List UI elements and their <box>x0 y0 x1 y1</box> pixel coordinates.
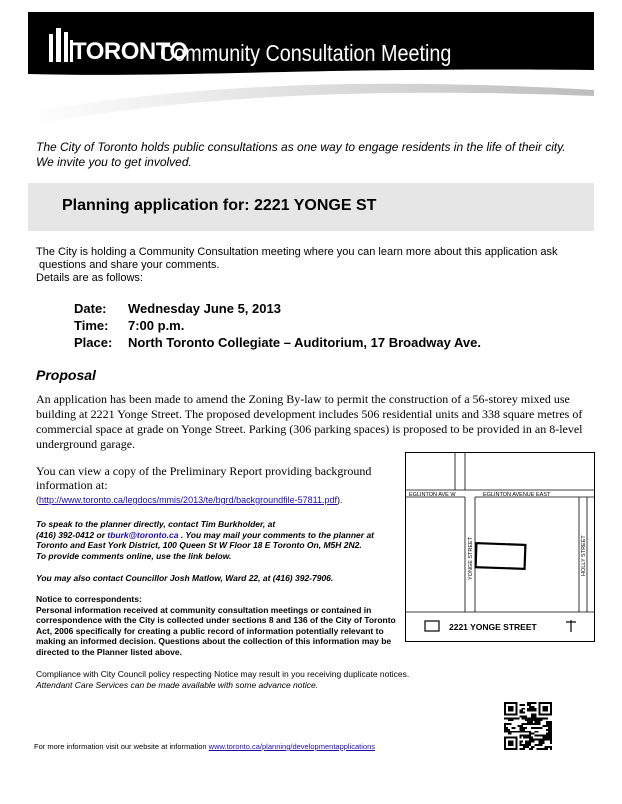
meeting-line-3: Details are as follows: <box>36 272 143 284</box>
report-text: You can view a copy of the Preliminary Report providing background information at: <box>36 464 372 492</box>
notice <box>36 594 400 657</box>
planner-email-link[interactable]: tburk@toronto.ca <box>107 529 179 540</box>
street-label-yonge: YONGE STREET <box>468 536 474 580</box>
location-map <box>405 452 595 642</box>
planner-contact <box>36 519 400 561</box>
detail-value: Wednesday June 5, 2013 <box>128 301 281 316</box>
report-link[interactable]: http://www.toronto.ca/legdocs/mmis/2013/te/bgrd/backgroundfile-57811.pdf <box>39 495 338 505</box>
contact-text: To speak to the planner directly, contact <box>36 519 201 529</box>
legend-label: 2221 YONGE STREET <box>449 622 537 632</box>
footer-link[interactable]: www.toronto.ca/planning/developmentapplications <box>208 742 376 751</box>
page-title: Community Consultation Meeting <box>160 40 452 66</box>
detail-label: Time: <box>74 318 109 333</box>
street-label-eglinton-e: EGLINTON AVENUE EAST <box>483 492 551 498</box>
toronto-logo: TORONTO <box>72 38 188 65</box>
meeting-details <box>74 300 481 351</box>
detail-value: 7:00 p.m. <box>128 318 185 333</box>
planner-name: Tim Burkholder <box>200 519 263 529</box>
intro-line-2: We invite you to get involved. <box>36 155 192 169</box>
notice-text: Personal information received at community consultation meetings or contained in correspondence with the City is collected under sections 8 and 136 of the City of Toronto Act, 2006 specifically for creating a public record of information potentially relevant to making an informed decision. Questions about the collection of this information may be directed to the Planner listed above. <box>36 604 396 657</box>
detail-time <box>74 317 481 334</box>
meeting-description <box>36 246 596 285</box>
footer <box>34 742 375 751</box>
meeting-line-2: questions and share your comments. <box>36 259 220 271</box>
header-banner <box>28 12 594 122</box>
proposal-text: An application has been made to amend the Zoning By-law to permit the construction of a 56-storey mixed use building at 2221 Yonge Street. The proposed development includes 506 residential units and 338 square metres of commercial space at grade on Yonge Street. Parking (306 parking spaces) is proposed to be provided in an 8-level underground garage. <box>36 392 583 451</box>
detail-place <box>74 334 481 351</box>
meeting-line-1: The City is holding a Community Consultation meeting where you can learn more about this application ask <box>36 246 558 258</box>
proposal-heading: Proposal <box>36 367 96 383</box>
detail-date <box>74 300 481 317</box>
contact-text: or <box>94 529 108 540</box>
footer-text: For more information visit our website at information <box>34 742 209 751</box>
street-label-eglinton-w: EGLINTON AVE W <box>409 492 456 498</box>
report-info <box>36 464 396 507</box>
paren-open: ( <box>36 495 39 505</box>
detail-label: Place: <box>74 335 113 350</box>
detail-label: Date: <box>74 301 107 316</box>
paren-close: ). <box>337 495 343 505</box>
detail-value: North Toronto Collegiate – Auditorium, 17 Broadway Ave. <box>128 335 481 350</box>
contact-text: , at <box>262 519 276 529</box>
intro-text <box>36 140 596 170</box>
contact-text: To provide comments online, use the link below. <box>36 550 232 561</box>
application-title: Planning application for: 2221 YONGE ST <box>62 197 377 214</box>
qr-code <box>504 702 552 750</box>
compliance <box>36 669 536 691</box>
intro-line-1: The City of Toronto holds public consultations as one way to engage residents in the life of their city. <box>36 140 566 154</box>
planner-address: Toronto and East York District, 100 Queen St W Floor 18 E Toronto On, M5H 2N2. <box>36 540 362 550</box>
street-label-holly: HOLLY STREET <box>581 535 587 576</box>
planner-phone: (416) 392-0412 <box>36 529 95 540</box>
councillor-contact: You may also contact Councillor Josh Matlow, Ward 22, at (416) 392-7906. <box>36 573 334 583</box>
notice-heading: Notice to correspondents: <box>36 594 142 604</box>
accessibility-line: Attendant Care Services can be made available with some advance notice. <box>36 680 319 690</box>
compliance-line: Compliance with City Council policy respecting Notice may result in you receiving duplicate notices. <box>36 669 410 679</box>
contact-text: . You may mail your comments to the planner at <box>178 529 375 540</box>
